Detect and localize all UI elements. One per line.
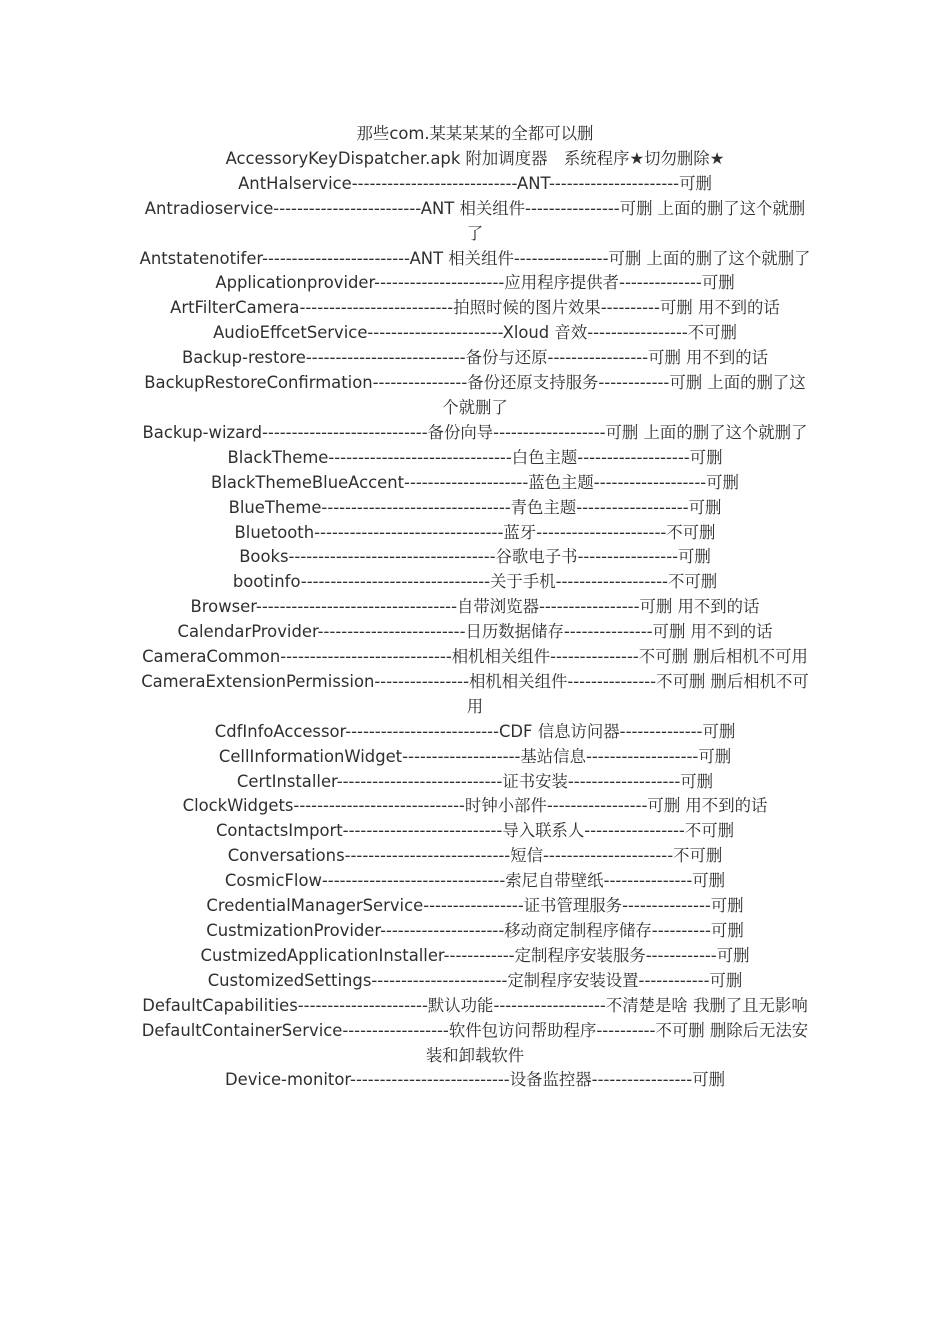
document-title: 那些com.某某某某的全都可以删 <box>356 124 594 143</box>
list-item: BackupRestoreConfirmation----------------备份还原支持服务------------可删 上面的删了这个就删了 <box>144 373 806 417</box>
list-item: Backup-wizard----------------------------备份向导-------------------可删 上面的删了这个就删了 <box>142 422 808 442</box>
list-item: Applicationprovider----------------------应用程序提供者--------------可删 <box>215 273 735 293</box>
list-item: BlackThemeBlueAccent---------------------蓝色主题-------------------可删 <box>211 472 739 492</box>
list-item: CustmizationProvider---------------------移动商定制程序储存----------可删 <box>206 921 744 940</box>
list-item: Bluetooth--------------------------------蓝牙----------------------不可删 <box>234 522 716 542</box>
list-item: bootinfo--------------------------------关于手机-------------------不可删 <box>232 572 718 592</box>
list-item: BlackTheme-------------------------------白色主题-------------------可删 <box>227 447 723 467</box>
list-item: Browser----------------------------------自带浏览器-----------------可删 用不到的话 <box>190 597 760 617</box>
list-item: Conversations----------------------------短信----------------------不可删 <box>227 846 723 866</box>
list-item: CameraCommon-----------------------------相机相关组件---------------不可删 删后相机不可用 <box>142 647 808 667</box>
list-item: CdfInfoAccessor--------------------------CDF 信息访问器--------------可删 <box>214 721 736 741</box>
list-item: CameraExtensionPermission----------------相机相关组件---------------不可删 删后相机不可用 <box>141 671 809 716</box>
list-item: BlueTheme--------------------------------青色主题-------------------可删 <box>228 497 722 517</box>
list-item: Books-----------------------------------谷歌电子书-----------------可删 <box>239 547 711 567</box>
list-item: AntHalservice----------------------------ANT----------------------可删 <box>238 173 712 193</box>
list-item: ContactsImport---------------------------导入联系人-----------------不可删 <box>215 821 735 841</box>
list-item: ArtFilterCamera--------------------------拍照时候的图片效果----------可删 用不到的话 <box>170 298 780 318</box>
list-item: CellInformationWidget--------------------基站信息-------------------可删 <box>218 746 732 766</box>
document-page <box>0 122 950 1093</box>
list-item: DefaultContainerService------------------软件包访问帮助程序----------不可删 删除后无法安装和卸载软件 <box>141 1020 809 1065</box>
document-body <box>139 122 811 1093</box>
list-item: CertInstaller----------------------------证书安装-------------------可删 <box>236 771 714 791</box>
list-item: Antstatenotifer-------------------------ANT 相关组件----------------可删 上面的删了这个就删了 <box>139 248 811 268</box>
list-item: Device-monitor---------------------------设备监控器-----------------可删 <box>224 1070 726 1090</box>
list-item: CustmizedApplicationInstaller------------定制程序安装服务------------可删 <box>200 945 750 965</box>
list-item: AccessoryKeyDispatcher.apk 附加调度器 系统程序★切勿删除★ <box>225 148 725 168</box>
list-item: CosmicFlow-------------------------------索尼自带壁纸---------------可删 <box>224 871 726 891</box>
list-item: CredentialManagerService-----------------证书管理服务---------------可删 <box>206 896 744 916</box>
list-item: CalendarProvider-------------------------日历数据储存---------------可删 用不到的话 <box>177 622 773 642</box>
list-item: AudioEffcetService-----------------------Xloud 音效-----------------不可删 <box>213 323 737 343</box>
list-item: Antradioservice-------------------------ANT 相关组件----------------可删 上面的删了这个就删了 <box>144 198 806 243</box>
list-item: CustomizedSettings-----------------------定制程序安装设置------------可删 <box>207 970 743 990</box>
list-item: Backup-restore---------------------------备份与还原-----------------可删 用不到的话 <box>181 348 769 368</box>
list-item: ClockWidgets-----------------------------时钟小部件-----------------可删 用不到的话 <box>182 796 768 816</box>
list-item: DefaultCapabilities----------------------默认功能-------------------不清楚是啥 我删了且无影响 <box>142 995 808 1015</box>
